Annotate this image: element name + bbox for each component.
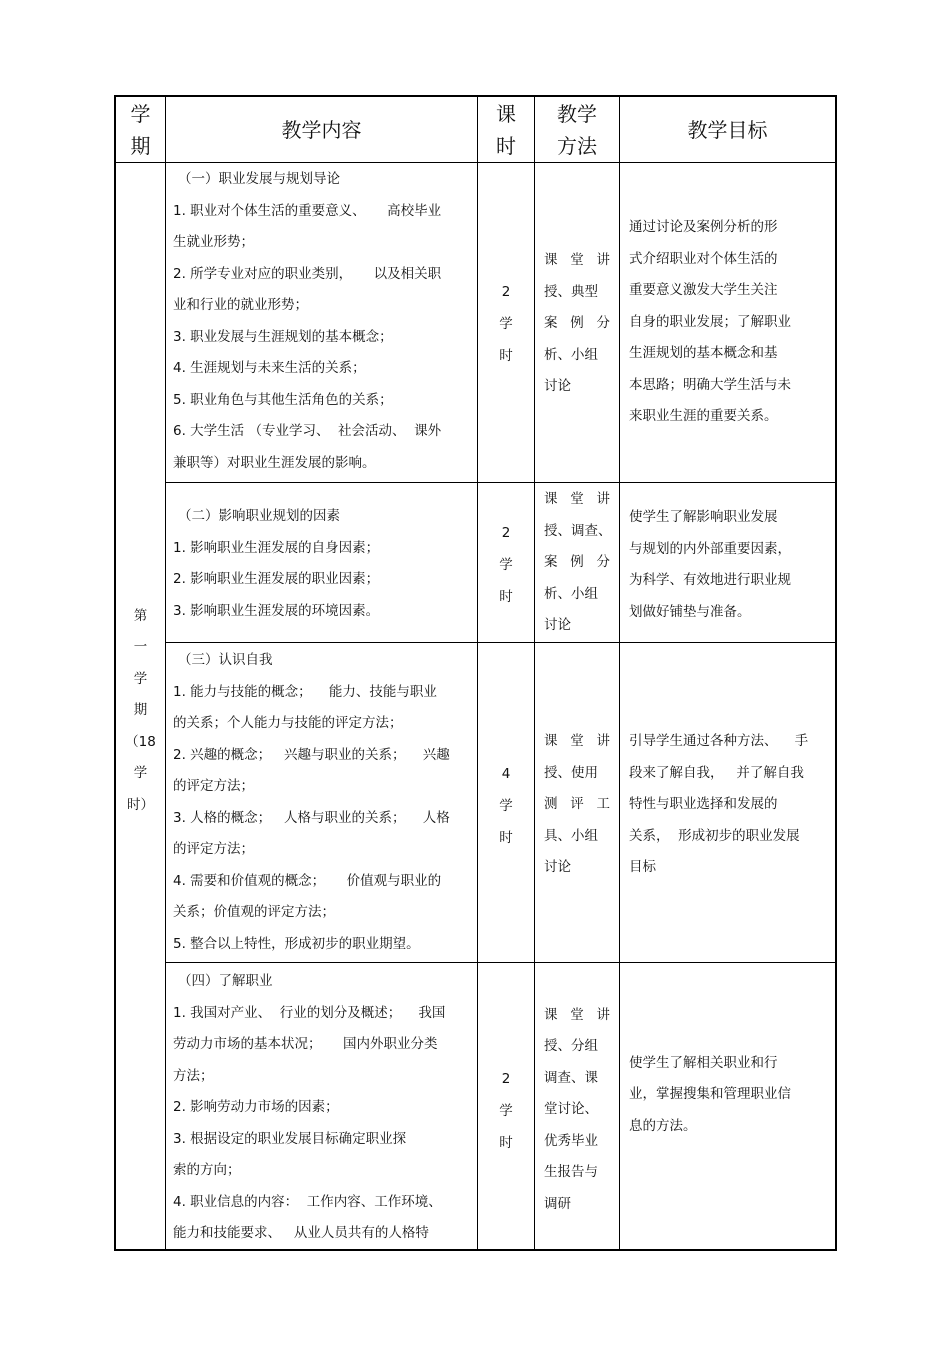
header-goal-label: 教学目标 xyxy=(687,117,768,142)
section-3-method xyxy=(535,725,619,885)
goal-line: 段来了解自我， 并了解自我 xyxy=(629,764,804,781)
content-line: 2. 影响劳动力市场的因素； xyxy=(173,1099,339,1115)
section-4-goal xyxy=(620,1046,835,1144)
header-method xyxy=(535,97,619,162)
method-line: 测 评 工 xyxy=(544,796,610,813)
section-1-content xyxy=(166,164,477,482)
goal-line: 为科学、有效地进行职业规 xyxy=(629,572,791,588)
goal-line: 本思路；明确大学生活与未 xyxy=(629,376,791,393)
header-hours-line: 课 xyxy=(496,101,516,126)
section-title: （一）职业发展与规划导论 xyxy=(178,171,340,187)
method-line: 课 堂 讲 xyxy=(544,1006,610,1023)
header-term-line: 期 xyxy=(130,133,151,158)
term-label-char: 学 xyxy=(133,765,148,782)
section-4-content xyxy=(166,966,477,1249)
method-line: 授、分组 xyxy=(544,1038,598,1055)
goal-line: 业，掌握搜集和管理职业信 xyxy=(629,1086,791,1103)
row-divider xyxy=(165,482,837,483)
goal-line: 使学生了解相关职业和行 xyxy=(629,1054,778,1071)
goal-line: 生涯规划的基本概念和基 xyxy=(629,345,778,362)
content-line: 5. 整合以上特性，形成初步的职业期望。 xyxy=(173,935,420,952)
term-label-char: 期 xyxy=(133,702,148,719)
content-line: 关系；价值观的评定方法； xyxy=(173,904,335,920)
hours-unit: 学 xyxy=(499,798,513,814)
content-line: 5. 职业角色与其他生活角色的关系； xyxy=(173,391,393,408)
method-line: 调研 xyxy=(544,1195,571,1212)
term-label-char: 第 xyxy=(133,607,148,624)
goal-line: 息的方法。 xyxy=(629,1117,697,1134)
hours-value: 2 xyxy=(501,284,511,300)
content-line: 索的方向； xyxy=(173,1162,241,1178)
section-2-content xyxy=(166,501,477,631)
method-line: 优秀毕业 xyxy=(544,1132,598,1149)
header-method-line: 方法 xyxy=(557,133,597,158)
header-hours-line: 时 xyxy=(496,133,516,158)
method-line: 具、小组 xyxy=(544,827,598,844)
content-line: 4. 生涯规划与未来生活的关系； xyxy=(173,360,366,376)
goal-line: 自身的职业发展；了解职业 xyxy=(629,313,791,330)
method-line: 讨论 xyxy=(544,859,571,876)
term-label-char: 一 xyxy=(133,639,148,656)
header-term xyxy=(116,97,165,162)
content-line: 2. 影响职业生涯发展的职业因素； xyxy=(173,571,380,587)
goal-line: 来职业生涯的重要关系。 xyxy=(629,408,778,425)
method-line: 课 堂 讲 xyxy=(544,491,610,508)
content-line: 的评定方法； xyxy=(173,841,254,857)
hours-unit: 学 xyxy=(499,1103,513,1119)
content-line: 劳动力市场的基本状况； 国内外职业分类 xyxy=(173,1036,438,1052)
section-3-hours xyxy=(478,758,534,854)
method-line: 授、典型 xyxy=(544,283,598,300)
method-line: 析、小组 xyxy=(544,585,598,602)
goal-line: 关系， 形成初步的职业发展 xyxy=(629,827,800,844)
goal-line: 重要意义激发大学生关注 xyxy=(629,282,778,299)
header-divider xyxy=(114,162,837,163)
content-line: 的评定方法； xyxy=(173,778,254,794)
term-label-char: （18 xyxy=(125,733,156,750)
hours-unit: 学 xyxy=(499,316,513,332)
content-line: 4. 需要和价值观的概念； 价值观与职业的 xyxy=(173,872,442,889)
row-divider xyxy=(165,962,837,963)
section-1-goal xyxy=(620,210,835,435)
method-line: 调查、课 xyxy=(544,1069,598,1086)
content-line: 6. 大学生活 （专业学习、 社会活动、 课外 xyxy=(173,423,442,439)
term-label xyxy=(116,596,165,826)
goal-line: 引导学生通过各种方法、 手 xyxy=(629,733,809,750)
section-title: （二）影响职业规划的因素 xyxy=(178,508,340,524)
content-line: 1. 我国对产业、 行业的划分及概述； 我国 xyxy=(173,1004,446,1021)
section-1-hours xyxy=(478,276,534,372)
content-line: 1. 能力与技能的概念； 能力、技能与职业 xyxy=(173,683,437,700)
method-line: 讨论 xyxy=(544,378,571,395)
content-line: 能力和技能要求、 从业人员共有的人格特 xyxy=(173,1225,429,1241)
header-hours xyxy=(478,97,534,162)
header-content-label: 教学内容 xyxy=(281,117,362,142)
section-2-goal xyxy=(620,500,835,630)
content-line: 3. 影响职业生涯发展的环境因素。 xyxy=(173,602,380,619)
goal-line: 使学生了解影响职业发展 xyxy=(629,509,778,525)
header-method-line: 教学 xyxy=(557,101,597,126)
hours-unit: 时 xyxy=(499,1135,513,1151)
section-4-method xyxy=(535,998,619,1222)
content-line: 兼职等）对职业生涯发展的影响。 xyxy=(173,454,376,471)
goal-line: 特性与职业选择和发展的 xyxy=(629,796,778,813)
content-line: 1. 职业对个体生活的重要意义、 高校毕业 xyxy=(173,202,442,219)
hours-unit: 时 xyxy=(499,830,513,846)
method-line: 堂讨论、 xyxy=(544,1101,598,1118)
method-line: 授、调查、 xyxy=(544,522,612,539)
method-line: 案 例 分 xyxy=(544,315,610,332)
section-2-hours xyxy=(478,517,534,613)
hours-unit: 学 xyxy=(499,557,513,573)
content-line: 3. 职业发展与生涯规划的基本概念； xyxy=(173,328,393,345)
content-line: 方法； xyxy=(173,1067,214,1084)
hours-unit: 时 xyxy=(499,589,513,605)
header-term-line: 学 xyxy=(130,101,151,126)
hours-value: 4 xyxy=(501,766,511,782)
term-label-char: 学 xyxy=(133,670,148,687)
goal-line: 通过讨论及案例分析的形 xyxy=(629,219,778,236)
content-line: 4. 职业信息的内容： 工作内容、工作环境、 xyxy=(173,1193,442,1210)
content-line: 2. 所学专业对应的职业类别， 以及相关职 xyxy=(173,265,442,282)
header-content xyxy=(166,97,477,162)
method-line: 授、使用 xyxy=(544,764,598,781)
content-line: 业和行业的就业形势； xyxy=(173,297,308,313)
section-3-goal xyxy=(620,725,835,885)
section-4-hours xyxy=(478,1063,534,1159)
goal-line: 式介绍职业对个体生活的 xyxy=(629,250,778,267)
content-line: 生就业形势； xyxy=(173,234,254,250)
content-line: 3. 人格的概念； 人格与职业的关系； 人格 xyxy=(173,809,450,826)
section-3-content xyxy=(166,645,477,961)
section-2-method xyxy=(535,484,619,642)
method-line: 讨论 xyxy=(544,617,571,634)
goal-line: 目标 xyxy=(629,859,656,876)
content-line: 1. 影响职业生涯发展的自身因素； xyxy=(173,539,380,556)
method-line: 案 例 分 xyxy=(544,554,610,571)
method-line: 课 堂 讲 xyxy=(544,733,610,750)
header-goal xyxy=(620,97,835,162)
method-line: 课 堂 讲 xyxy=(544,252,610,269)
hours-value: 2 xyxy=(501,525,511,541)
method-line: 生报告与 xyxy=(544,1164,598,1181)
content-line: 的关系；个人能力与技能的评定方法； xyxy=(173,715,403,731)
section-title: （三）认识自我 xyxy=(178,652,273,668)
content-line: 3. 根据设定的职业发展目标确定职业探 xyxy=(173,1130,407,1147)
section-1-method xyxy=(535,244,619,404)
goal-line: 划做好铺垫与准备。 xyxy=(629,603,751,620)
term-label-char: 时） xyxy=(127,796,154,813)
content-line: 2. 兴趣的概念； 兴趣与职业的关系； 兴趣 xyxy=(173,746,450,763)
method-line: 析、小组 xyxy=(544,346,598,363)
section-title: （四）了解职业 xyxy=(178,973,273,989)
hours-value: 2 xyxy=(501,1071,511,1087)
hours-unit: 时 xyxy=(499,348,513,364)
goal-line: 与规划的内外部重要因素， xyxy=(629,540,791,557)
row-divider xyxy=(165,642,837,643)
